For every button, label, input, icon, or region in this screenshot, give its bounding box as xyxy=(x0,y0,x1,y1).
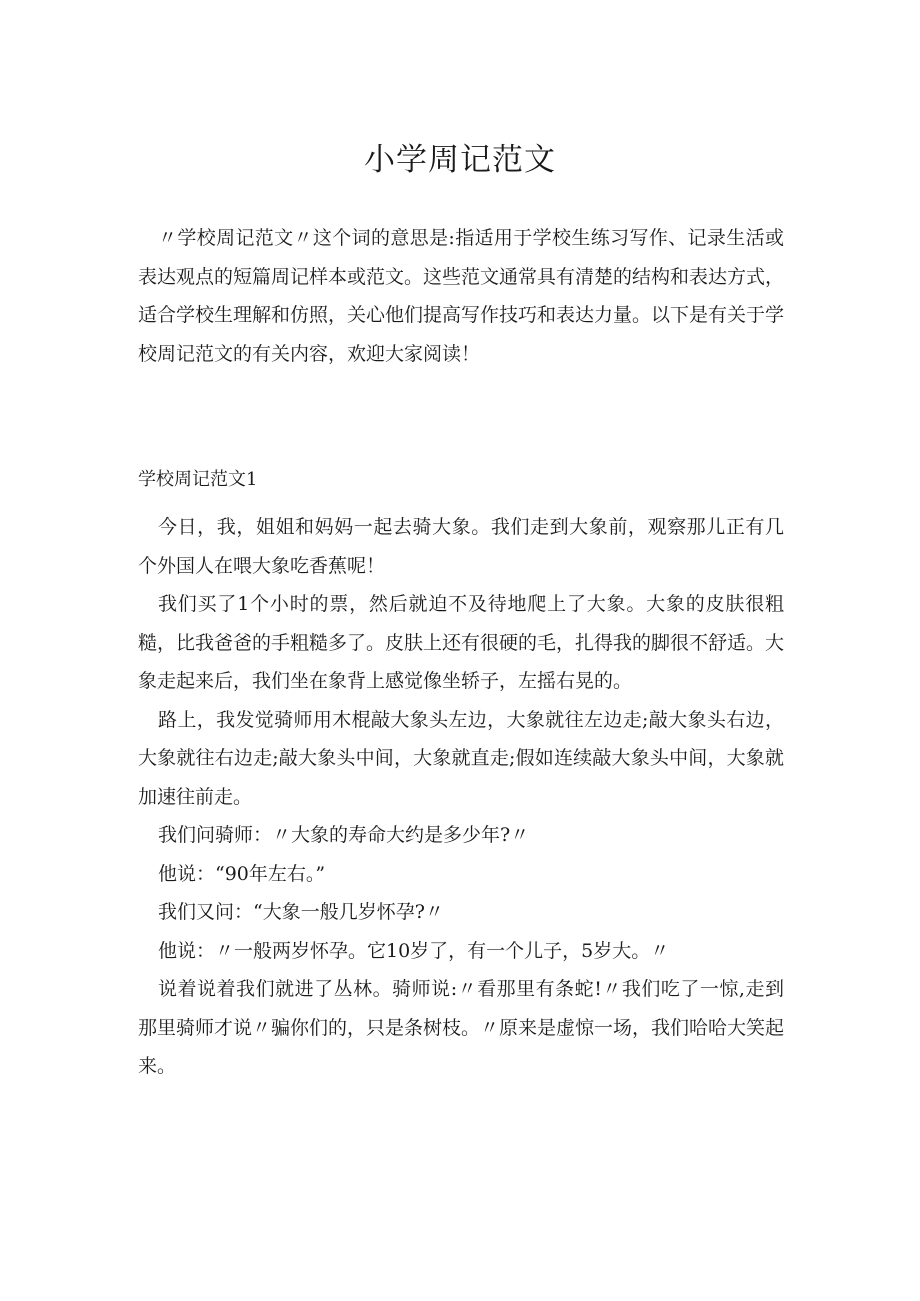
paragraph: 我们问骑师：〃大象的寿命大约是多少年?〃 xyxy=(158,824,530,846)
content-block xyxy=(138,508,784,1086)
paragraph: 我们又问：“大象一般几岁怀孕?〃 xyxy=(158,901,444,923)
paragraph: 说着说着我们就进了丛林。骑师说:〃看那里有条蛇!〃我们吃了一惊,走到那里骑师才说〃骗你们的，只是条树枝。〃原来是虚惊一场，我们哈哈大笑起来。 xyxy=(138,978,785,1077)
paragraph: 今日，我，姐姐和妈妈一起去骑大象。我们走到大象前，观察那儿正有几个外国人在喂大象吃香蕉呢！ xyxy=(138,516,784,577)
page-title: 小学周记范文 xyxy=(364,142,556,178)
intro-paragraph: 〃学校周记范文〃这个词的意思是:指适用于学校生练习写作、记录生活或表达观点的短篇周记样本或范文。这些范文通常具有清楚的结构和表达方式，适合学校生理解和仿照，关心他们提高写作技巧和表达力量。以下是有关于学校周记范文的有关内容，欢迎大家阅读！ xyxy=(138,227,785,365)
paragraph: 我们买了1个小时的票，然后就迫不及待地爬上了大象。大象的皮肤很粗糙，比我爸爸的手粗糙多了。皮肤上还有很硬的毛，扎得我的脚很不舒适。大象走起来后，我们坐在象背上感觉像坐轿子，左摇右晃的。 xyxy=(138,593,785,692)
paragraph: 他说：“90年左右。” xyxy=(158,862,326,885)
section-heading: 学校周记范文1 xyxy=(138,469,258,490)
paragraph: 路上，我发觉骑师用木棍敲大象头左边，大象就往左边走;敲大象头右边，大象就往右边走;敲大象头中间，大象就直走;假如连续敲大象头中间，大象就加速往前走。 xyxy=(138,708,784,808)
paragraph: 他说：〃一般两岁怀孕。它10岁了，有一个儿子，5岁大。〃 xyxy=(158,939,670,962)
intro-block xyxy=(138,219,784,373)
